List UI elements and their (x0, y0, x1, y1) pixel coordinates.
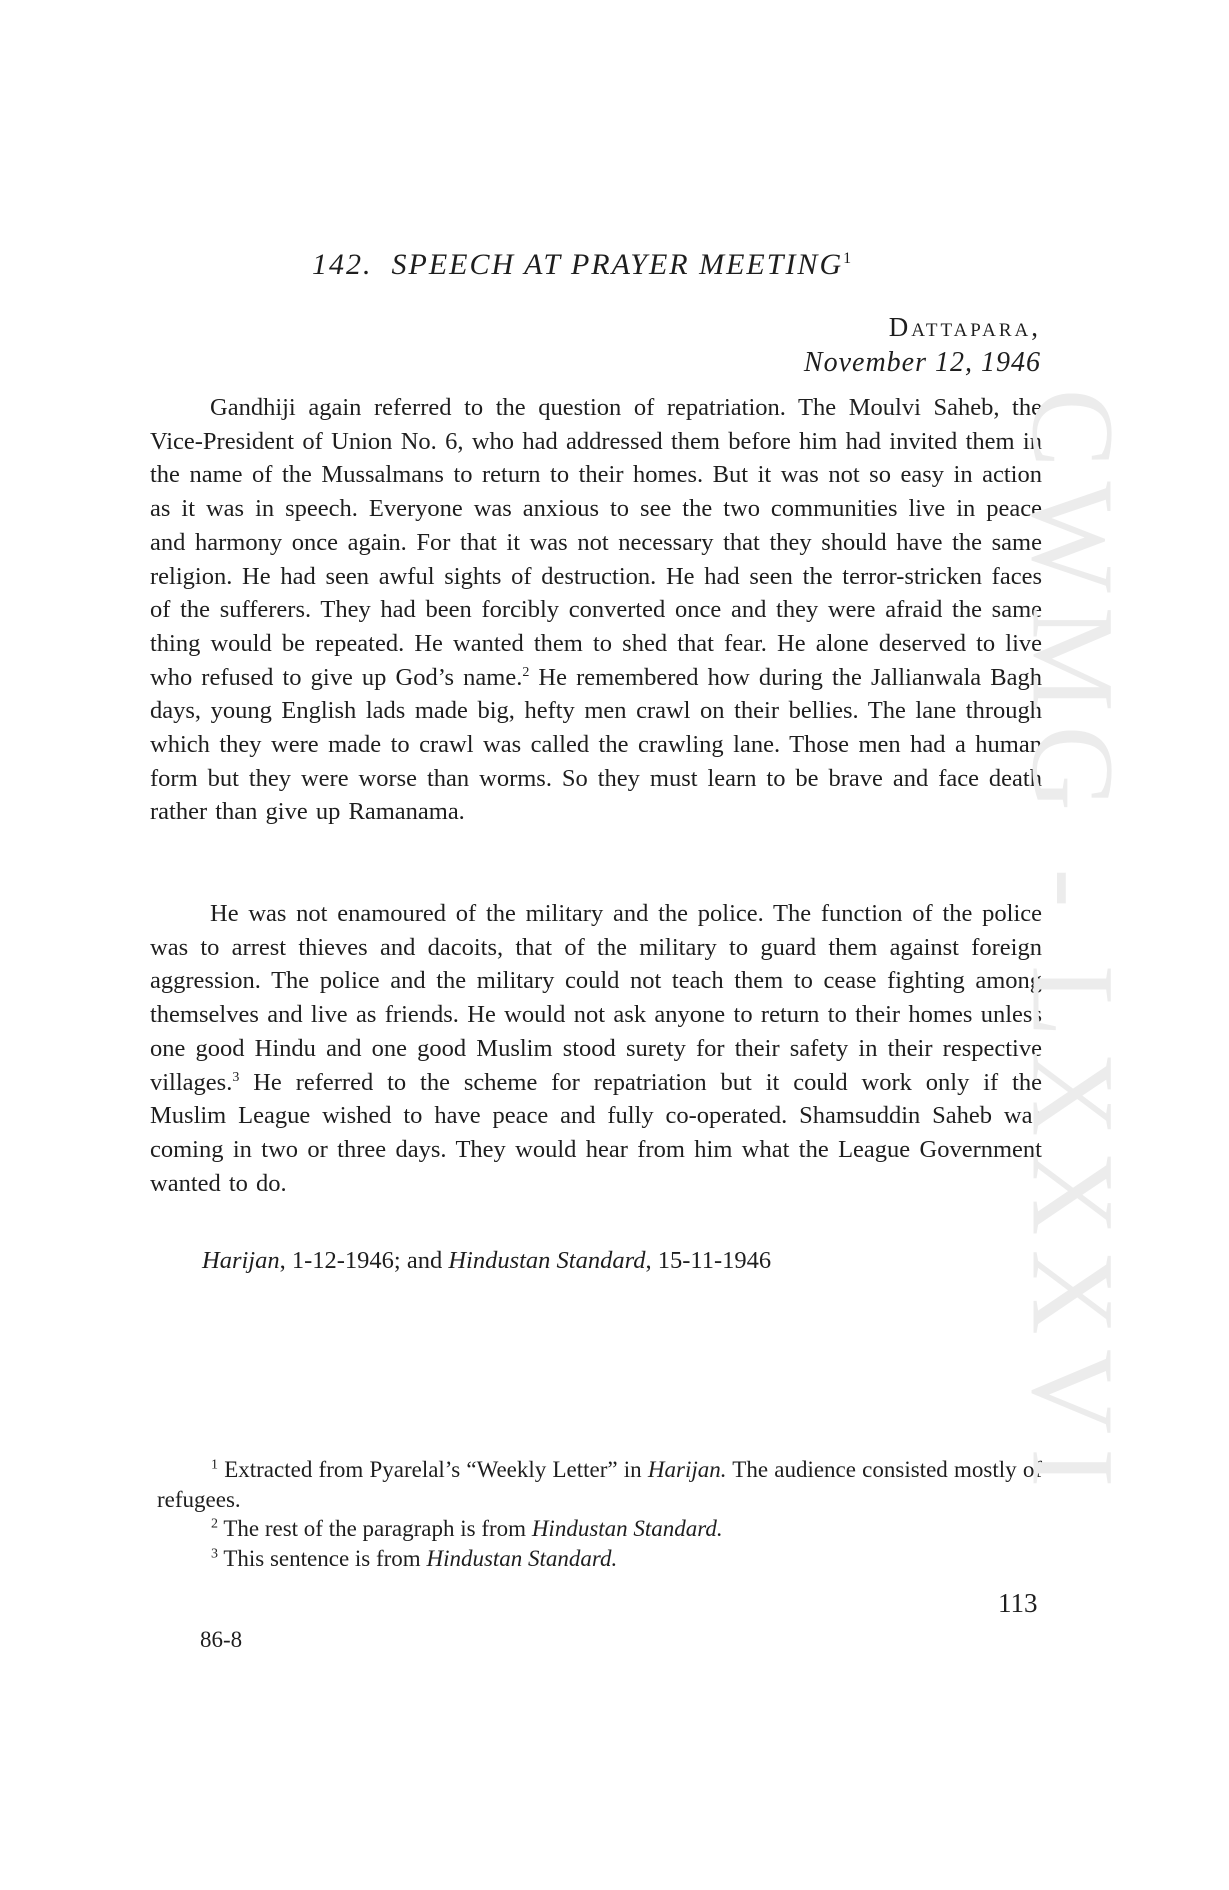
footnote-2-text: The rest of the paragraph is from (218, 1516, 532, 1541)
footnote-2-italic: Hindustan Standard. (531, 1516, 723, 1541)
footnote-2 (157, 1514, 1042, 1544)
footnote-1-text-a: Extracted from Pyarelal’s “Weekly Letter” in (218, 1457, 648, 1482)
paragraph-2-text-a: He was not enamoured of the military and the police. The function of the police was to arrest thieves and dacoits, that of the military to guard them against foreign aggression. The police and the military could not teach them to cease fighting among themselves and live as friends. He would not ask anyone to return to their homes unless one good Hindu and one good Muslim stood surety for their safety in their respective villages. (150, 900, 1042, 1096)
paragraph-2-text-b: He referred to the scheme for repatriation but it could work only if the Muslim League wished to have peace and fully co-operated. Shamsuddin Saheb was coming in two or three days. They would hear from him what the League Government wanted to do. (150, 1068, 1042, 1197)
footnote-3-text: This sentence is from (218, 1545, 427, 1571)
footnote-ref-3: 3 (232, 1069, 240, 1085)
paragraph-1-text-b: He remembered how during the Jallianwala Bagh days, young English lads made big, hefty men crawl on their bellies. The lane through which they were made to crawl was called the crawling lane. Those men had a human form but they were worse than worms. So they must learn to be brave and face death rather than give up Ramanama. (150, 663, 1042, 826)
footnote-1-italic: Harijan. (647, 1457, 727, 1482)
footnotes (157, 1455, 1042, 1573)
footnote-3 (157, 1544, 1042, 1574)
section-number: 142. (312, 248, 373, 281)
footnote-1-mark: 1 (211, 1457, 218, 1473)
section-title-text: SPEECH AT PRAYER MEETING (391, 248, 844, 281)
footnote-3-mark: 3 (211, 1545, 218, 1561)
source-date-2: , 15-11-1946 (645, 1247, 772, 1274)
footnote-ref-2: 2 (522, 664, 530, 680)
paragraph-1-text-a: Gandhiji again referred to the question of repatriation. The Moulvi Saheb, the Vice-President of Union No. 6, who had addressed them before him had invited them in the name of the Mussalmans to return to their homes. But it was not so easy in action as it was in speech. Everyone was anxious to see the two communities live in peace and harmony once again. For that it was not necessary that they should have the same religion. He had seen awful sights of destruction. He had seen the terror-stricken faces of the sufferers. They had been forcibly converted once and they were afraid the same thing would be repeated. He wanted them to shed that fear. He alone deserved to live who refused to give up God’s name. (150, 394, 1042, 691)
source-publication-1: Harijan (202, 1247, 280, 1274)
footnote-1-text-b: The audience consisted mostly of refugees. (157, 1457, 1042, 1512)
source-date-1: , 1-12-1946; and (279, 1247, 449, 1274)
page-number: 113 (998, 1588, 1038, 1618)
title-footnote-mark: 1 (843, 250, 854, 267)
section-title (312, 248, 853, 282)
source-citation (202, 1247, 771, 1275)
signature-mark: 86-8 (200, 1627, 243, 1652)
paragraph-1 (150, 391, 1042, 829)
paragraph-2 (150, 897, 1042, 1200)
date-line: November 12, 1946 (803, 347, 1041, 378)
place-line: Dattapara, (888, 312, 1041, 342)
watermark-text: CWMG - LXXXVI (1007, 388, 1138, 1502)
source-publication-2: Hindustan Standard (448, 1247, 646, 1274)
footnote-1 (157, 1455, 1042, 1514)
footnote-3-italic: Hindustan Standard. (426, 1545, 618, 1571)
footnote-2-mark: 2 (211, 1516, 218, 1532)
